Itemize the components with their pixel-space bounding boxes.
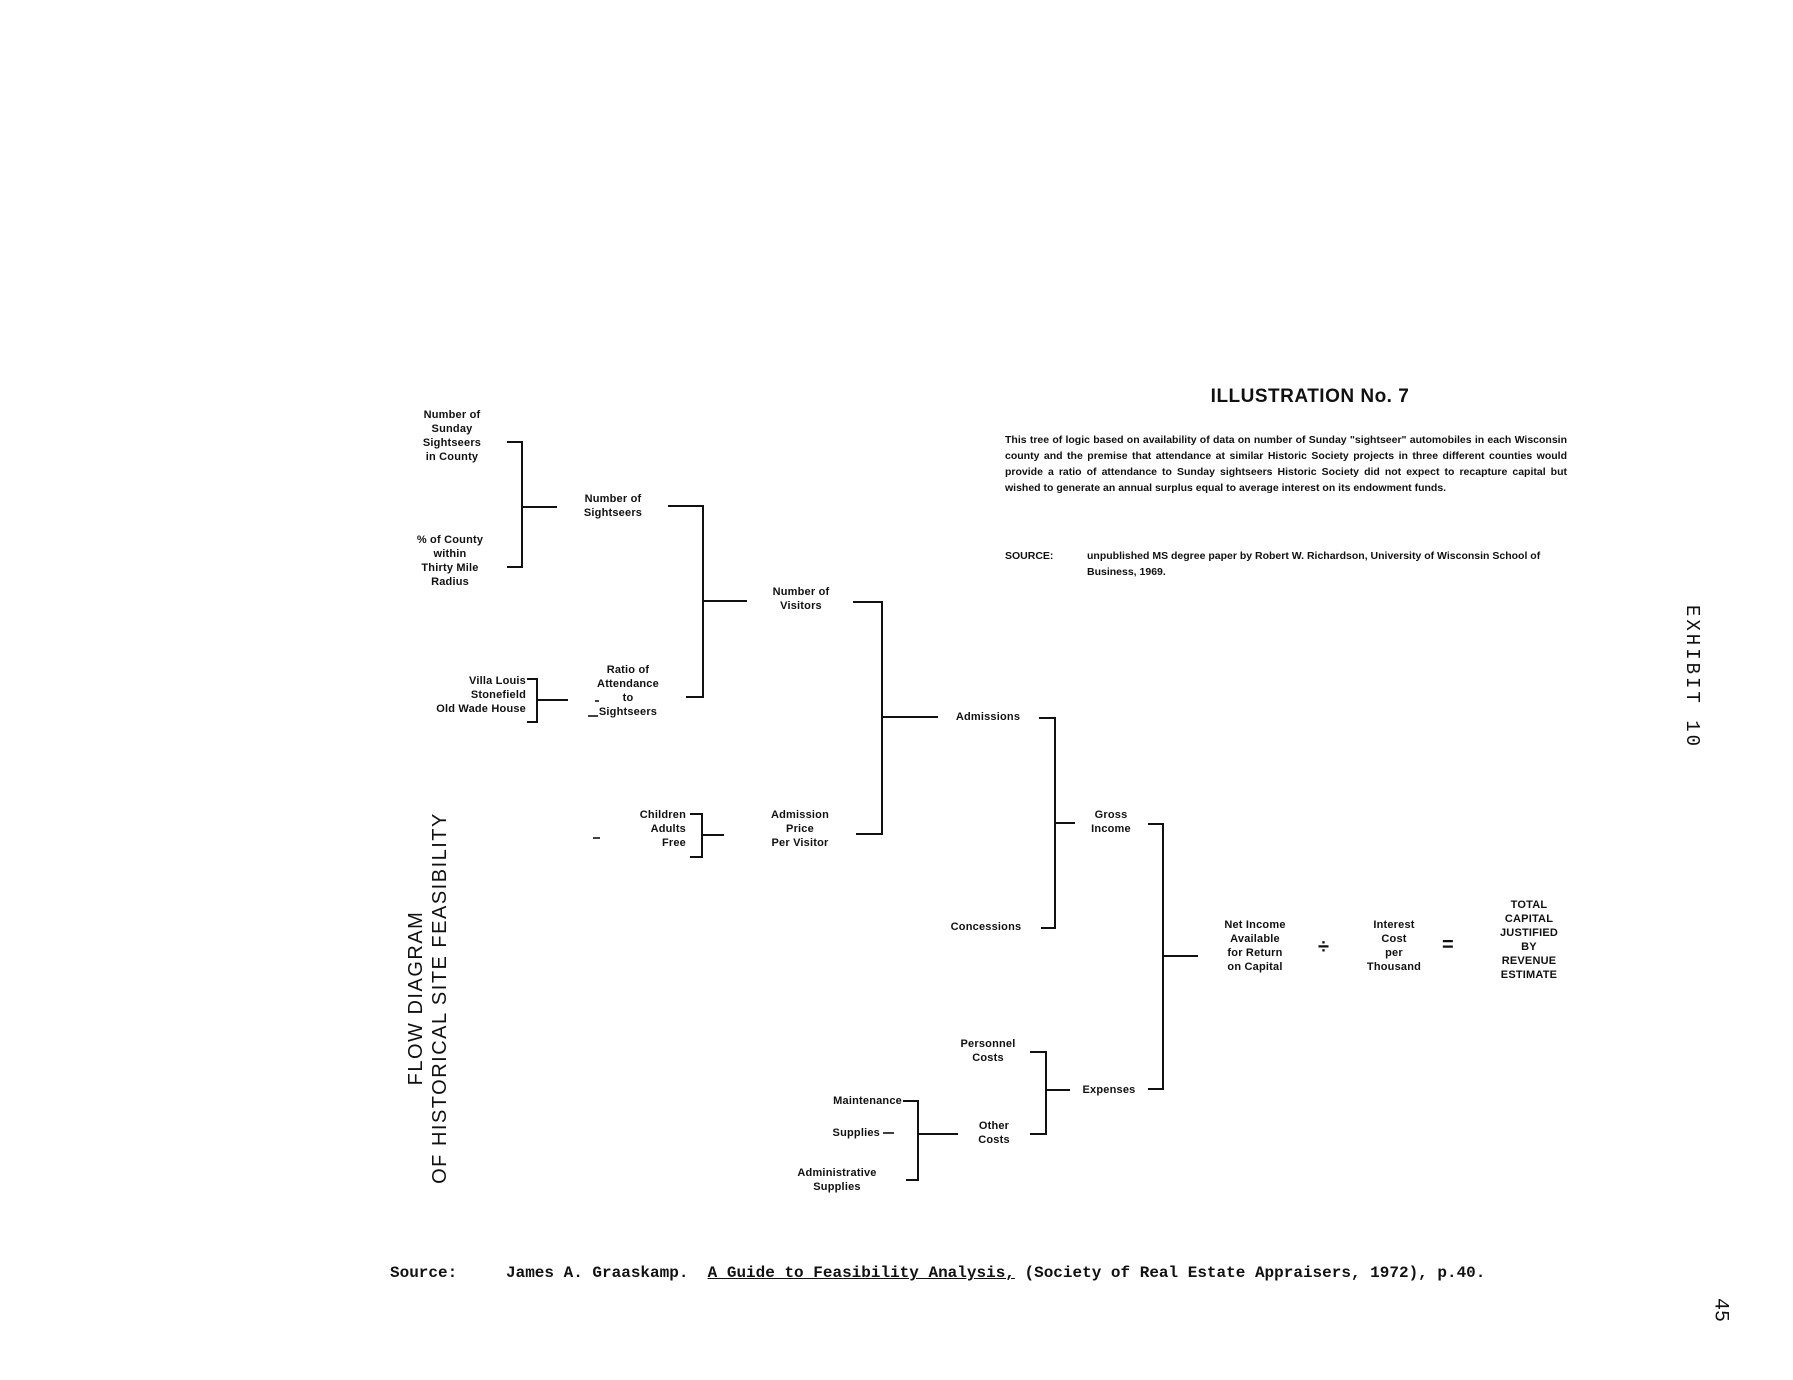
node-admission-price: Admission Price Per Visitor	[770, 809, 830, 849]
node-net-income: Net Income Available for Return on Capital	[1224, 919, 1286, 973]
node-sunday-sightseers: Number of Sunday Sightseers in County	[422, 409, 482, 463]
node-historic-sites: Villa Louis Stonefield Old Wade House	[436, 675, 526, 715]
footer-publisher: (Society of Real Estate Appraisers, 1972), p.40.	[1024, 1264, 1486, 1282]
illustration-source	[1005, 548, 1567, 580]
node-admissions: Admissions	[955, 711, 1021, 723]
bracket-sites	[527, 679, 537, 722]
footer-label: Source:	[390, 1264, 458, 1282]
node-ratio-of-attendance: Ratio of Attendance to Sightseers	[597, 664, 659, 718]
equals-operator: =	[1442, 934, 1454, 956]
footer-citation	[506, 1262, 1636, 1284]
node-personnel-costs: Personnel Costs	[960, 1038, 1016, 1064]
side-title	[404, 812, 452, 1184]
side-title-line2: OF HISTORICAL SITE FEASIBILITY	[429, 812, 451, 1184]
bracket-expense-inputs	[1030, 1052, 1046, 1134]
node-gross-income: Gross Income	[1091, 809, 1131, 835]
side-title-line1: FLOW DIAGRAM	[405, 910, 427, 1086]
node-number-of-visitors: Number of Visitors	[772, 586, 830, 612]
footer-author: James A. Graaskamp.	[506, 1264, 689, 1282]
bracket-other-costs-inputs	[903, 1101, 918, 1180]
divide-operator: ÷	[1318, 936, 1329, 958]
node-expenses: Expenses	[1082, 1084, 1136, 1096]
node-other-costs: Other Costs	[978, 1120, 1010, 1146]
node-interest-cost: Interest Cost per Thousand	[1366, 919, 1422, 973]
node-concessions: Concessions	[950, 921, 1022, 933]
illustration-source-text: unpublished MS degree paper by Robert W. Richardson, University of Wisconsin School of Business, 1969.	[1087, 550, 1541, 578]
footer-source	[390, 1262, 1650, 1284]
node-pct-county: % of County within Thirty Mile Radius	[416, 534, 484, 588]
exhibit-label: EXHIBIT 10	[1681, 604, 1703, 750]
illustration-title: ILLUSTRATION No. 7	[1210, 386, 1410, 407]
node-ticket-types: Children Adults Free	[639, 809, 686, 849]
bracket-income-inputs	[1039, 718, 1055, 928]
node-supplies: Supplies	[832, 1127, 880, 1139]
bracket-ticket-types	[690, 814, 702, 857]
footer-book-title: A Guide to Feasibility Analysis,	[707, 1264, 1015, 1282]
illustration-source-label: SOURCE:	[1005, 550, 1054, 562]
illustration-description: This tree of logic based on availability of data on number of Sunday "sightseer" automobiles in each Wisconsin county and the premise that attendance at similar Historic Society projects in three different counties would provide a ratio of attendance to Sunday sightseers Historic Society did not expect to recapture capital but wished to generate an annual surplus equal to average interest on its endowment funds.	[1005, 434, 1567, 494]
page-number: 45	[1708, 1297, 1732, 1323]
bracket-net-income-inputs	[1148, 824, 1163, 1089]
node-maintenance: Maintenance	[833, 1095, 902, 1107]
node-administrative-supplies: Administrative Supplies	[797, 1167, 877, 1193]
node-number-of-sightseers: Number of Sightseers	[583, 493, 643, 519]
bracket-admissions-inputs	[853, 602, 882, 834]
node-total-capital: TOTAL CAPITAL JUSTIFIED BY REVENUE ESTIMATE	[1499, 899, 1559, 981]
